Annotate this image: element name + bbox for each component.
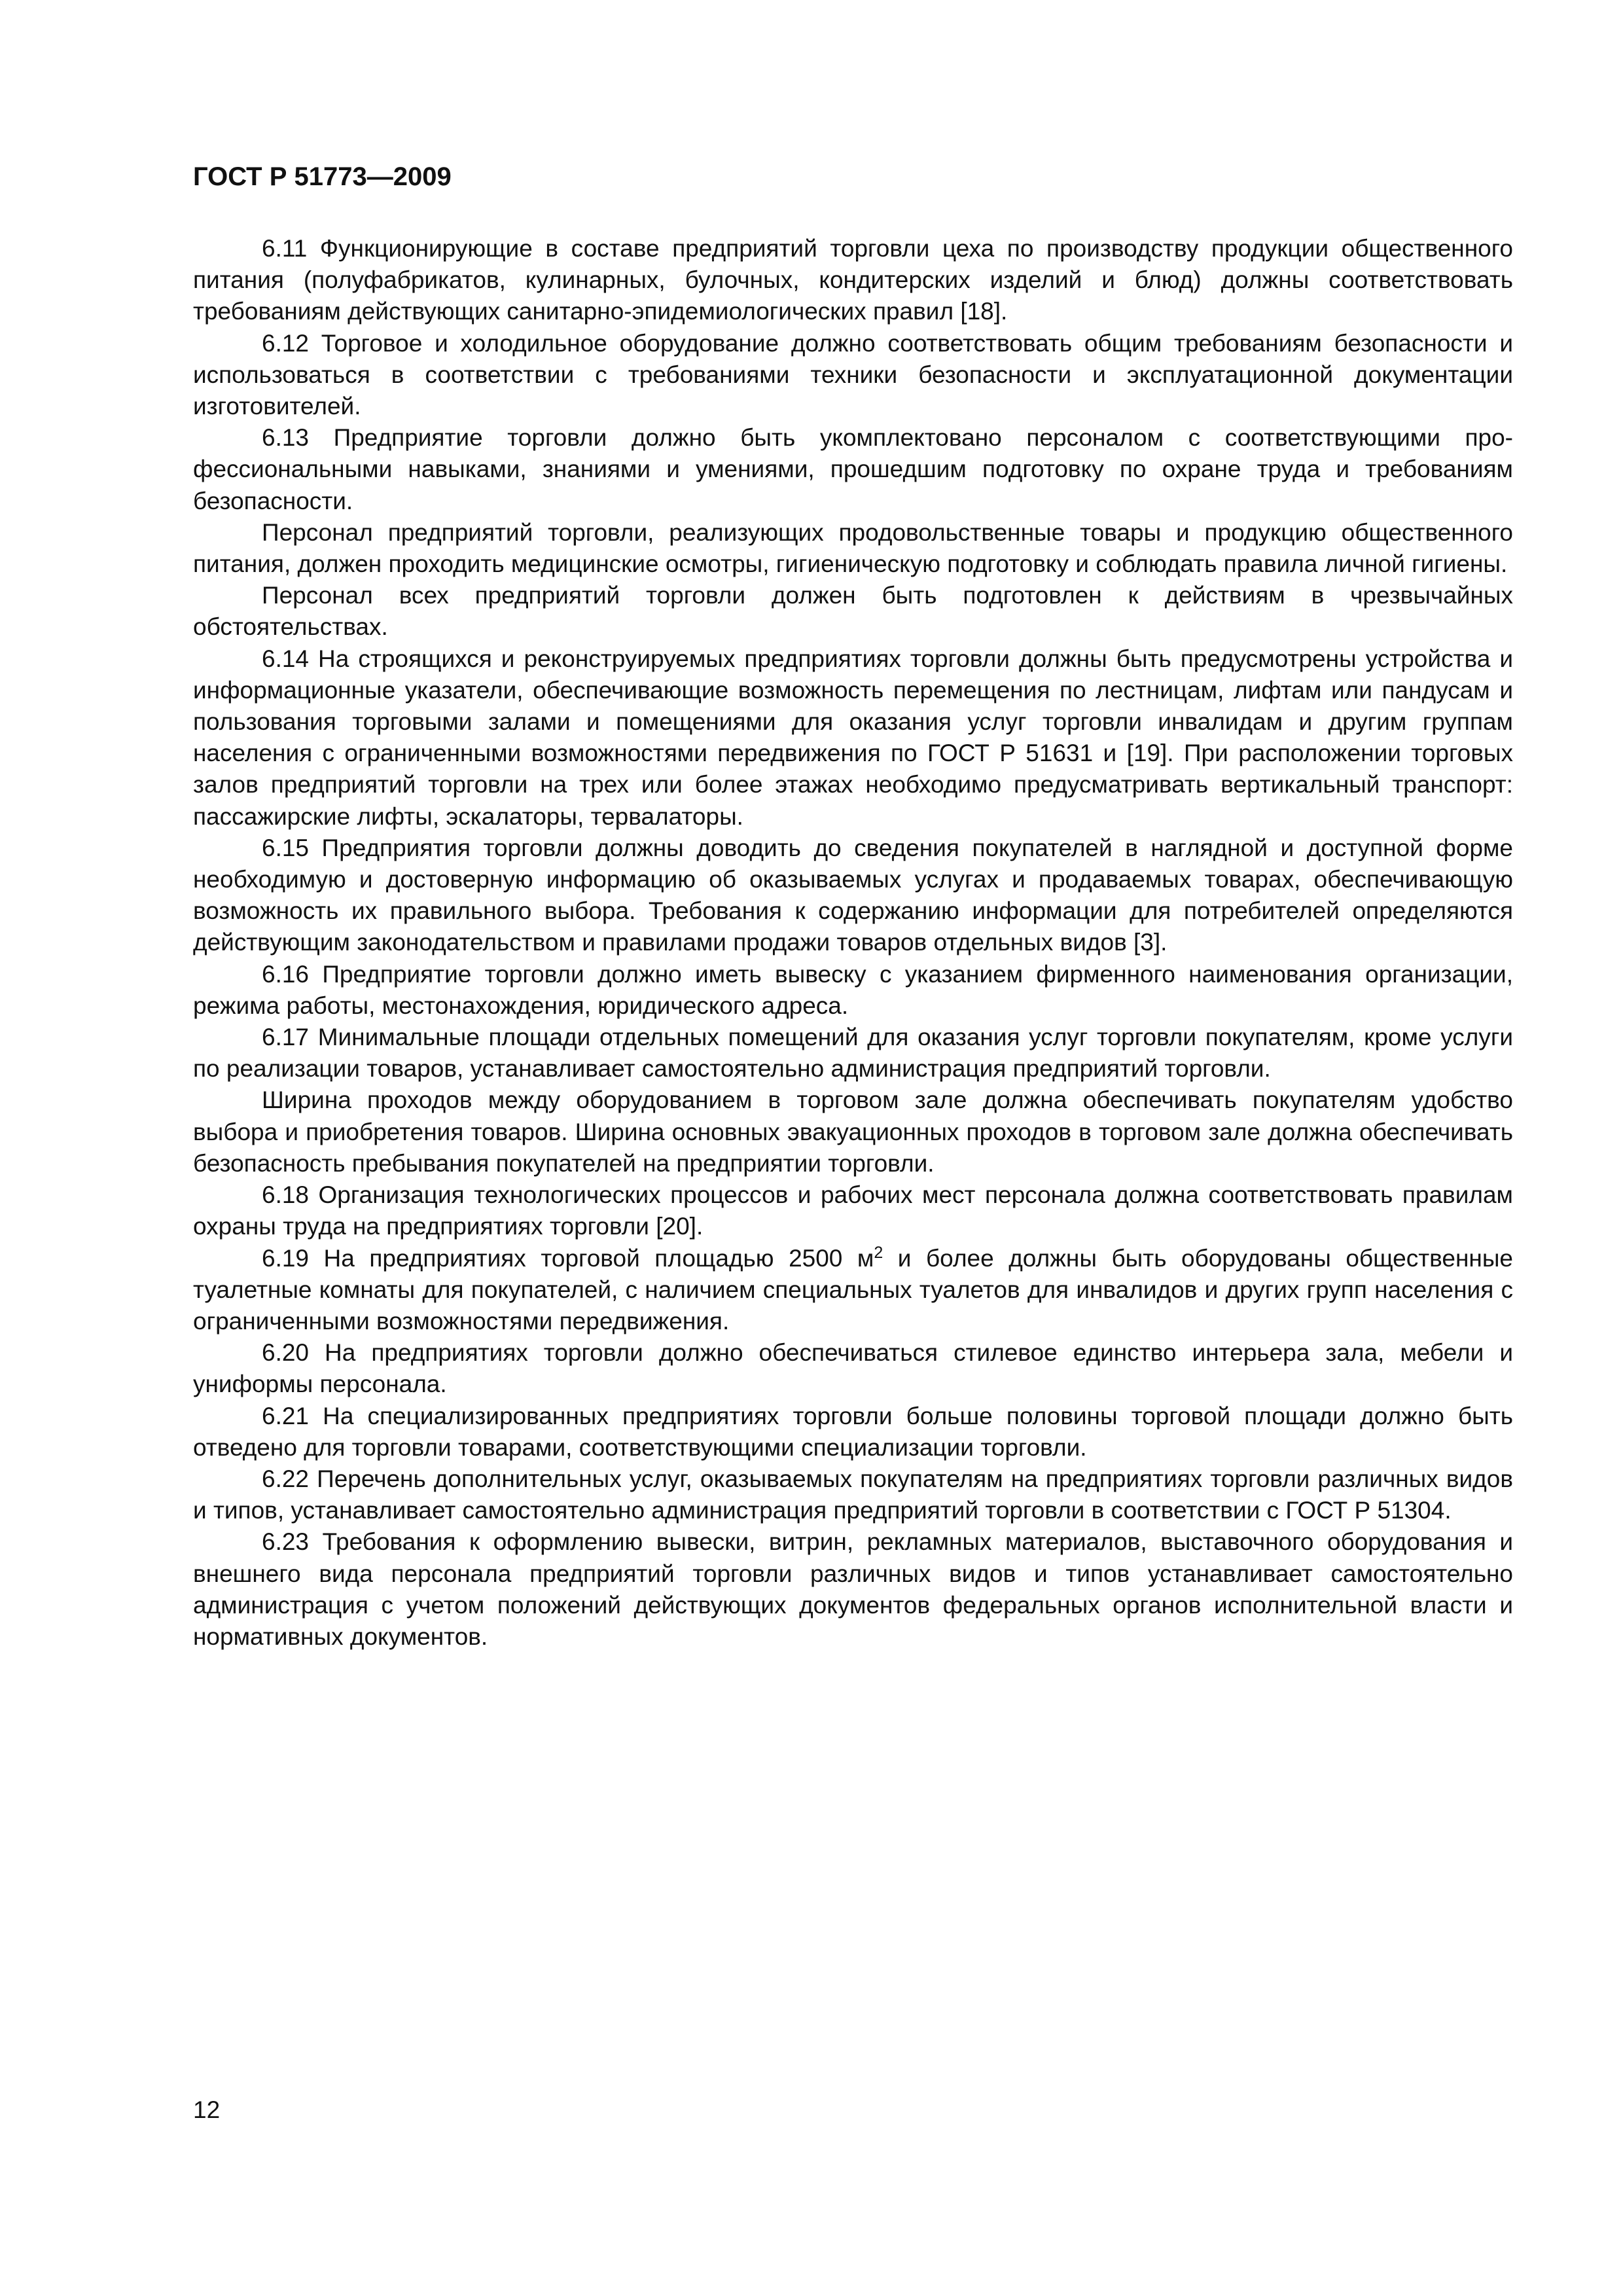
paragraph-6-19-text-before: 6.19 На предприятиях торговой площадью 2500 м [262, 1244, 874, 1272]
superscript-square: 2 [874, 1243, 883, 1262]
paragraph-6-19 [193, 1243, 1513, 1338]
paragraph-6-17-aisles: Ширина проходов между оборудованием в торговом зале должна обеспечивать покупателям удобство выбора и приобретения товаров. Ширина основных эвакуационных проходов в торговом зале должна обеспечивать безопасность пребывания покупателей на предприятии торговли. [193, 1086, 1513, 1177]
paragraph-6-13-emergency: Персонал всех предприятий торговли должен быть подготовлен к действиям в чрезвычайных обстоятельствах. [193, 582, 1513, 641]
paragraph-6-19-text-after: и более должны быть оборудованы общественные туалетные комнаты для покупателей, с наличием специальных туалетов для инвалидов и других групп населения с ограниченными возможностями передвижения. [193, 1244, 1514, 1335]
document-body [193, 233, 1513, 1653]
paragraph-6-14: 6.14 На строящихся и реконструируемых предприятиях торговли должны быть предусмотрены устройства и информационные указатели, обеспечивающие возможность перемещения по лестницам, лифтам или пандусам и пользования торговыми залами и помещениями для оказания услуг торговли инвалидам и другим группам населения с ограниченными возможностями передвижения по ГОСТ Р 51631 и [19]. При расположении торговых залов предприятий торговли на трех или более этажах необходимо предусматривать вертикальный транспорт: пассажирские лифты, эскалаторы, тервалаторы. [193, 645, 1513, 830]
paragraph-6-12: 6.12 Торговое и холодильное оборудование должно соответствовать общим требованиям безопасности и использоваться в соответствии с требованиями техники безопасности и эксплуатационной документации изготовителей. [193, 329, 1513, 420]
paragraph-6-18: 6.18 Организация технологических процессов и рабочих мест персонала должна соответствовать правилам охраны труда на предприятиях торговли [20]. [193, 1181, 1513, 1240]
paragraph-6-23: 6.23 Требования к оформлению вывески, витрин, рекламных материалов, выставочного оборудования и внешнего вида персонала предприятий торговли различных видов и типов устанавливает самостоятельно администрация с учетом положений действующих документов федеральных органов исполнительной власти и нормативных документов. [193, 1528, 1513, 1650]
paragraph-6-20: 6.20 На предприятиях торговли должно обеспечиваться стилевое единство интерьера зала, мебели и униформы персонала. [193, 1339, 1513, 1398]
paragraph-6-15: 6.15 Предприятия торговли должны доводить до сведения покупателей в наглядной и доступной форме необходимую и достоверную информацию об оказываемых услугах и продаваемых товарах, обеспечивающую возможность их правильного выбора. Требования к содержанию информации для потребителей определяются действующим законодательством и правилами продажи товаров отдельных видов [3]. [193, 834, 1513, 956]
paragraph-6-21: 6.21 На специализированных предприятиях торговли больше половины торговой площади должно быть отведено для торговли товарами, соответствующими специализации торговли. [193, 1402, 1513, 1461]
paragraph-6-16: 6.16 Предприятие торговли должно иметь вывеску с указанием фирменного наименования организации, режима работы, местонахождения, юридического адреса. [193, 960, 1513, 1019]
paragraph-6-22: 6.22 Перечень дополнительных услуг, оказываемых покупателям на предприятиях торговли различных видов и типов, устанавливает самостоятельно администрация предприятий торговли в соответствии с ГОСТ Р 51304. [193, 1465, 1513, 1524]
paragraph-6-13-personnel-hygiene: Персонал предприятий торговли, реализующих продовольственные товары и продукцию общественного питания, должен проходить медицинские осмотры, гигиеническую подготовку и соблюдать правила личной гигиены. [193, 518, 1513, 578]
paragraph-6-17: 6.17 Минимальные площади отдельных помещений для оказания услуг торговли покупателям, кроме услуги по реализации товаров, устанавливает самостоятельно администрация предприятий торговли. [193, 1024, 1513, 1083]
paragraph-6-11: 6.11 Функционирующие в составе предприятий торговли цеха по производству продукции общественного питания (полуфабрикатов, кулинарных, булочных, кондитерских изделий и блюд) должны соответствовать требованиям действующих санитарно-эпидемиологических правил [18]. [193, 235, 1513, 325]
paragraph-6-13: 6.13 Предприятие торговли должно быть укомплектовано персоналом с соответствующими профессиональными навыками, знаниями и умениями, прошедшим подготовку по охране труда и требованиям безопасности. [193, 424, 1513, 514]
page-number: 12 [193, 2096, 221, 2123]
document-header: ГОСТ Р 51773—2009 [193, 162, 452, 191]
